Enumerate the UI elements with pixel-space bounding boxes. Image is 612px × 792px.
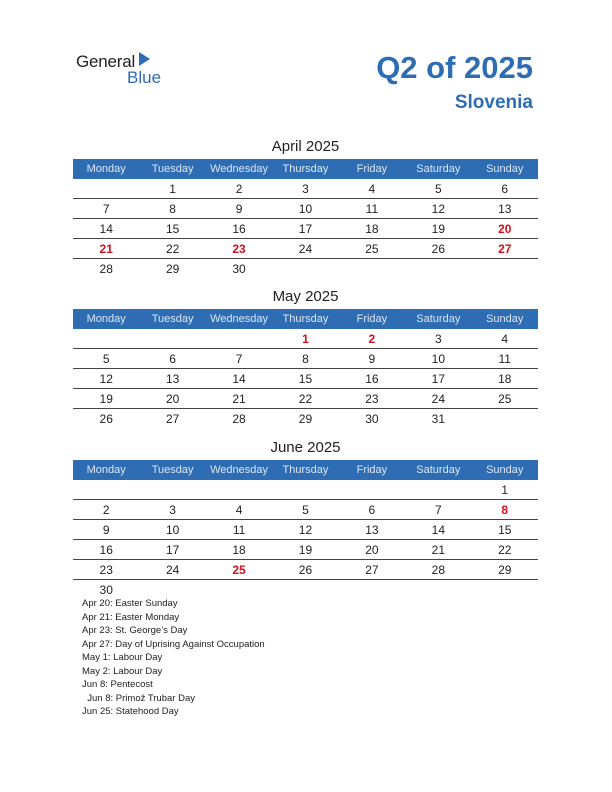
day-cell: 9	[102, 523, 110, 537]
page-title: Q2 of 2025	[376, 50, 533, 85]
day-cell: 17	[431, 372, 445, 386]
empty-day-cell	[73, 329, 139, 348]
week-row	[73, 500, 538, 520]
day-cell: 25	[365, 242, 379, 256]
day-cell: 29	[498, 563, 512, 577]
day-cell: 22	[165, 242, 180, 256]
day-cell: 4	[368, 182, 376, 196]
day-cell: 19	[99, 392, 113, 406]
weekday-label: Monday	[86, 464, 126, 476]
holiday-day-cell: 25	[232, 563, 246, 577]
day-cell: 19	[431, 222, 445, 236]
week-row	[73, 369, 538, 389]
month-calendar-june	[73, 437, 538, 600]
empty-day-cell	[73, 480, 139, 499]
day-cell: 7	[235, 352, 243, 366]
logo-word-blue: Blue	[127, 68, 162, 87]
day-cell: 11	[498, 352, 511, 366]
weeks-container	[73, 480, 538, 600]
day-cell: 13	[365, 523, 379, 537]
day-cell: 29	[298, 412, 313, 426]
day-cell: 12	[431, 202, 445, 216]
day-cell: 6	[501, 182, 509, 196]
week-row	[73, 349, 538, 369]
day-cell: 29	[165, 262, 180, 276]
holiday-day-cell: 2	[368, 332, 376, 346]
holiday-day-cell: 1	[302, 332, 309, 346]
day-cell: 30	[365, 412, 379, 426]
day-cell: 10	[165, 523, 180, 537]
day-cell: 9	[235, 202, 243, 216]
day-cell: 16	[365, 372, 379, 386]
day-cell: 5	[102, 352, 110, 366]
day-cell: 23	[99, 563, 113, 577]
day-cell: 10	[431, 352, 445, 366]
empty-day-cell	[405, 480, 471, 499]
day-cell: 5	[302, 503, 309, 517]
day-cell: 20	[365, 543, 379, 557]
month-calendar-april	[73, 136, 538, 279]
day-cell: 26	[298, 563, 313, 577]
month-title: April 2025	[271, 138, 340, 155]
day-cell: 25	[498, 392, 512, 406]
weeks-container	[73, 179, 538, 279]
day-cell: 3	[169, 503, 176, 517]
empty-day-cell	[139, 329, 205, 348]
weekday-label: Thursday	[282, 464, 329, 476]
day-cell: 18	[498, 372, 512, 386]
week-row	[73, 540, 538, 560]
day-cell: 21	[431, 543, 445, 557]
week-row	[73, 480, 538, 500]
logo-word-general: General	[76, 52, 136, 71]
month-title: May 2025	[272, 288, 339, 305]
empty-day-cell	[405, 259, 471, 279]
day-cell: 17	[165, 543, 180, 557]
day-cell: 1	[501, 483, 509, 497]
day-cell: 19	[298, 543, 313, 557]
day-cell: 11	[232, 523, 246, 537]
day-cell: 27	[365, 563, 379, 577]
empty-day-cell	[339, 259, 405, 279]
holiday-day-cell: 8	[501, 503, 509, 517]
holiday-entry: May 1: Labour Day	[82, 652, 163, 663]
day-cell: 28	[431, 563, 445, 577]
weekday-header	[73, 159, 538, 179]
holiday-day-cell: 27	[498, 242, 512, 256]
day-cell: 24	[165, 563, 180, 577]
empty-day-cell	[73, 179, 139, 198]
weekday-label: Tuesday	[151, 163, 194, 175]
empty-day-cell	[206, 329, 272, 348]
day-cell: 2	[235, 182, 243, 196]
day-cell: 12	[298, 523, 313, 537]
weekday-label: Monday	[86, 313, 126, 325]
weekday-label: Thursday	[282, 313, 329, 325]
day-cell: 22	[498, 543, 512, 557]
week-row	[73, 329, 538, 349]
day-cell: 18	[232, 543, 246, 557]
day-cell: 5	[434, 182, 442, 196]
day-cell: 24	[298, 242, 313, 256]
weekday-header	[73, 460, 538, 480]
week-row	[73, 560, 538, 580]
holiday-list	[82, 597, 265, 719]
month-title: June 2025	[270, 439, 341, 456]
day-cell: 15	[165, 222, 180, 236]
week-row	[73, 259, 538, 279]
weekday-label: Tuesday	[151, 313, 194, 325]
day-cell: 7	[434, 503, 442, 517]
day-cell: 16	[232, 222, 246, 236]
weekday-label: Wednesday	[210, 313, 268, 325]
day-cell: 13	[498, 202, 512, 216]
day-cell: 9	[368, 352, 376, 366]
holiday-entry: Apr 27: Day of Uprising Against Occupation	[82, 638, 265, 650]
day-cell: 11	[365, 202, 379, 216]
day-cell: 6	[169, 352, 176, 366]
week-row	[73, 239, 538, 259]
day-cell: 21	[232, 392, 246, 406]
holiday-entry: May 2: Labour Day	[82, 665, 163, 677]
day-cell: 24	[431, 392, 445, 406]
day-cell: 14	[232, 372, 246, 386]
day-cell: 4	[501, 332, 509, 346]
holiday-entry: Jun 25: Statehood Day	[82, 706, 179, 717]
weekday-header	[73, 309, 538, 329]
day-cell: 26	[99, 412, 113, 426]
week-row	[73, 389, 538, 409]
empty-day-cell	[339, 580, 405, 600]
day-cell: 3	[302, 182, 309, 196]
day-cell: 16	[99, 543, 113, 557]
empty-day-cell	[206, 480, 272, 499]
day-cell: 15	[298, 372, 313, 386]
holiday-entry: Jun 8: Pentecost	[82, 679, 153, 690]
holiday-day-cell: 23	[232, 242, 246, 256]
day-cell: 17	[298, 222, 313, 236]
day-cell: 14	[431, 523, 445, 537]
day-cell: 1	[169, 182, 176, 196]
week-row	[73, 179, 538, 199]
day-cell: 28	[232, 412, 246, 426]
day-cell: 13	[165, 372, 180, 386]
day-cell: 6	[368, 503, 376, 517]
week-row	[73, 219, 538, 239]
empty-day-cell	[339, 480, 405, 499]
holiday-entry: Apr 20: Easter Sunday	[82, 598, 178, 609]
empty-day-cell	[272, 259, 338, 279]
weekday-label: Friday	[356, 313, 388, 325]
weekday-label: Saturday	[416, 313, 461, 325]
day-cell: 20	[165, 392, 180, 406]
day-cell: 10	[298, 202, 313, 216]
day-cell: 4	[235, 503, 243, 517]
empty-day-cell	[405, 580, 471, 600]
day-cell: 26	[431, 242, 445, 256]
holiday-entry: Jun 8: Primož Trubar Day	[82, 692, 195, 704]
weekday-label: Saturday	[416, 464, 461, 476]
empty-day-cell	[272, 480, 338, 499]
day-cell: 22	[298, 392, 313, 406]
weekday-label: Wednesday	[210, 464, 268, 476]
day-cell: 28	[99, 262, 113, 276]
weekday-label: Wednesday	[210, 163, 268, 175]
day-cell: 30	[232, 262, 246, 276]
day-cell: 23	[365, 392, 379, 406]
holiday-day-cell: 21	[99, 242, 113, 256]
empty-day-cell	[272, 580, 338, 600]
month-calendar-may	[73, 286, 538, 429]
week-row	[73, 199, 538, 219]
day-cell: 3	[434, 332, 442, 346]
day-cell: 7	[102, 202, 110, 216]
day-cell: 30	[99, 583, 113, 597]
holiday-entry: Apr 23: St. George’s Day	[82, 625, 188, 636]
day-cell: 8	[169, 202, 176, 216]
weekday-label: Sunday	[486, 313, 524, 325]
day-cell: 14	[99, 222, 113, 236]
weekday-label: Sunday	[486, 464, 524, 476]
holiday-day-cell: 20	[498, 222, 512, 236]
day-cell: 27	[165, 412, 180, 426]
day-cell: 31	[431, 412, 445, 426]
country-name: Slovenia	[454, 92, 533, 113]
weekday-label: Thursday	[282, 163, 329, 175]
weeks-container	[73, 329, 538, 429]
logo-flag-icon	[138, 52, 150, 66]
weekday-label: Friday	[356, 464, 388, 476]
week-row	[73, 520, 538, 540]
empty-day-cell	[472, 259, 538, 279]
holiday-entry: Apr 21: Easter Monday	[82, 611, 180, 623]
day-cell: 12	[99, 372, 113, 386]
empty-day-cell	[472, 409, 538, 429]
empty-day-cell	[139, 480, 205, 499]
day-cell: 8	[302, 352, 309, 366]
day-cell: 15	[498, 523, 512, 537]
weekday-label: Monday	[86, 163, 126, 175]
empty-day-cell	[472, 580, 538, 600]
day-cell: 18	[365, 222, 379, 236]
weekday-label: Tuesday	[151, 464, 194, 476]
weekday-label: Saturday	[416, 163, 461, 175]
weekday-label: Sunday	[486, 163, 524, 175]
week-row	[73, 409, 538, 429]
weekday-label: Friday	[356, 163, 388, 175]
day-cell: 2	[102, 503, 110, 517]
